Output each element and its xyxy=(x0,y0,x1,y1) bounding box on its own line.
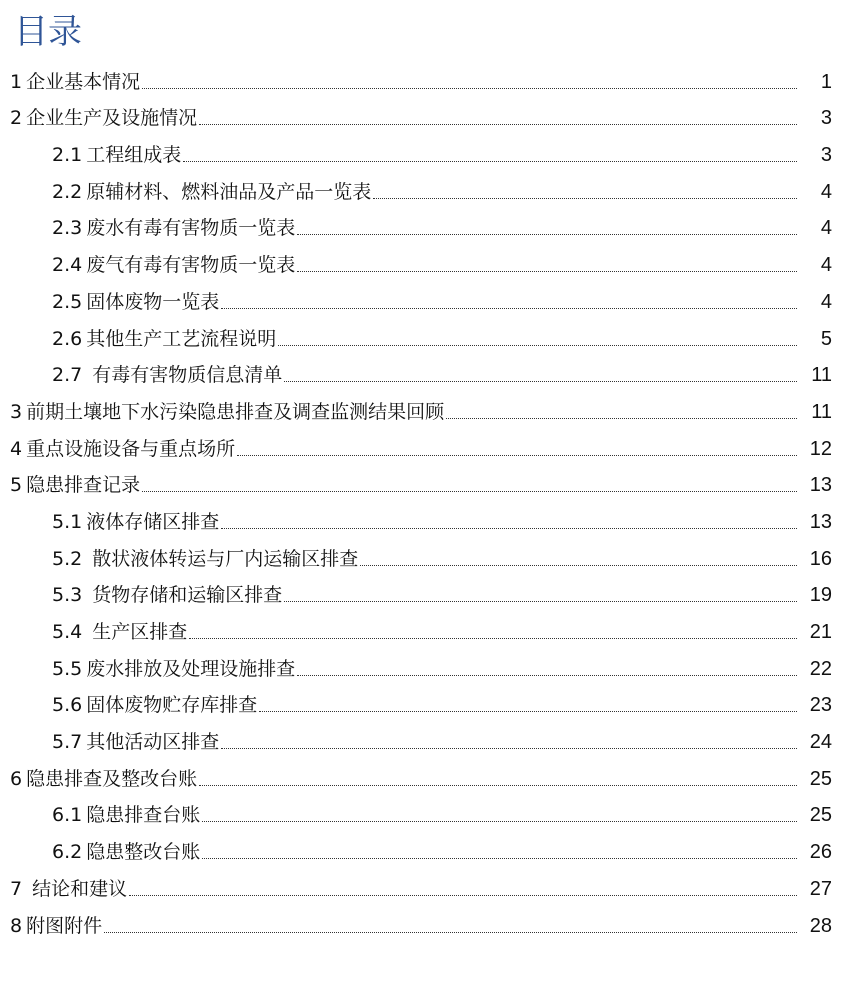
toc-entry-number: 8 xyxy=(10,914,23,937)
dot-leader xyxy=(129,895,797,896)
toc-entry-label xyxy=(52,693,257,717)
toc-entry-label xyxy=(10,767,197,791)
toc-entry-number: 5.4 xyxy=(52,621,83,643)
toc-entry-text: 企业基本情况 xyxy=(26,70,141,93)
toc-entry[interactable] xyxy=(0,429,860,466)
toc-entry-page: 19 xyxy=(809,584,832,607)
toc-entry-page: 5 xyxy=(820,327,832,350)
dot-leader xyxy=(297,675,797,676)
toc-entry-number: 2.1 xyxy=(52,144,83,167)
toc-entry-page: 25 xyxy=(809,767,832,790)
dot-leader xyxy=(189,638,797,639)
toc-entry-label xyxy=(52,253,295,277)
toc-entry-label xyxy=(52,840,200,864)
toc-entry-page: 28 xyxy=(809,914,832,937)
toc-entry-label xyxy=(10,106,197,130)
toc-entry-text: 废气有毒有害物质一览表 xyxy=(86,254,296,277)
dot-leader xyxy=(104,932,797,933)
toc-entry-number: 6 xyxy=(10,767,23,790)
toc-entry-page: 23 xyxy=(809,694,832,717)
dot-leader xyxy=(199,124,797,125)
toc-entry[interactable] xyxy=(0,686,860,723)
toc-entry-label xyxy=(52,216,295,240)
toc-entry-text: 其他活动区排查 xyxy=(86,731,220,754)
toc-entry-page: 4 xyxy=(820,254,832,277)
toc-entry-text: 废水排放及处理设施排查 xyxy=(86,657,296,680)
toc-entry-text: 隐患排查及整改台账 xyxy=(26,767,198,790)
toc-entry-page: 24 xyxy=(809,731,832,754)
toc-entry[interactable] xyxy=(0,906,860,943)
toc-entry[interactable] xyxy=(0,319,860,356)
toc-entry-label xyxy=(52,620,187,644)
toc-entry-label xyxy=(52,657,295,681)
toc-entry[interactable] xyxy=(0,172,860,209)
dot-leader xyxy=(221,528,797,529)
dot-leader xyxy=(360,565,797,566)
toc-entry-text: 废水有毒有害物质一览表 xyxy=(86,217,296,240)
toc-entry[interactable] xyxy=(0,282,860,319)
toc-entry-page: 4 xyxy=(820,180,832,203)
toc-entry-number: 2.7 xyxy=(52,364,83,387)
toc-entry-number: 3 xyxy=(10,400,23,423)
toc-title: 目录 xyxy=(14,12,82,52)
toc-entry-page: 21 xyxy=(809,621,832,643)
toc-entry[interactable] xyxy=(0,209,860,246)
toc-entry[interactable] xyxy=(0,466,860,503)
toc-entry[interactable] xyxy=(0,796,860,833)
dot-leader xyxy=(142,88,797,89)
toc-entry-label xyxy=(10,877,127,901)
toc-entry[interactable] xyxy=(0,612,860,649)
toc-entry-number: 6.1 xyxy=(52,804,83,827)
toc-entry[interactable] xyxy=(0,832,860,869)
toc-entry-label xyxy=(10,914,102,938)
toc-entry-number: 5.7 xyxy=(52,731,83,754)
toc-entry-page: 13 xyxy=(809,510,832,533)
toc-entry-number: 2.6 xyxy=(52,327,83,350)
toc-entry-label xyxy=(52,730,219,754)
toc-entry-text: 隐患整改台账 xyxy=(86,841,201,864)
toc-entry-page: 4 xyxy=(820,217,832,240)
dot-leader xyxy=(284,381,797,382)
dot-leader xyxy=(202,821,797,822)
toc-entry[interactable] xyxy=(0,576,860,613)
toc-entry[interactable] xyxy=(0,869,860,906)
toc-entry-page: 26 xyxy=(809,841,832,864)
toc-entry-label xyxy=(10,437,235,461)
toc-entry-number: 5 xyxy=(10,474,23,497)
toc-entry-text: 重点设施设备与重点场所 xyxy=(26,437,236,460)
toc-entry-number: 1 xyxy=(10,70,23,93)
toc-entry-page: 11 xyxy=(811,400,832,423)
toc-entry-text: 生产区排查 xyxy=(86,621,188,643)
toc-entry-number: 2.4 xyxy=(52,254,83,277)
toc-entry-number: 2 xyxy=(10,107,23,130)
toc-entry[interactable] xyxy=(0,392,860,429)
toc-entry-label xyxy=(52,583,282,607)
toc-entry-text: 固体废物一览表 xyxy=(86,290,220,313)
dot-leader xyxy=(221,748,797,749)
toc-entry-page: 4 xyxy=(820,290,832,313)
toc-list xyxy=(0,62,860,943)
toc-entry-label xyxy=(52,363,282,387)
dot-leader xyxy=(278,345,797,346)
toc-entry-page: 12 xyxy=(809,437,832,460)
dot-leader xyxy=(297,234,797,235)
toc-entry-text: 结论和建议 xyxy=(26,877,128,900)
toc-entry-label xyxy=(52,327,276,351)
toc-entry-label xyxy=(52,803,200,827)
dot-leader xyxy=(221,308,797,309)
toc-entry[interactable] xyxy=(0,245,860,282)
toc-entry-page: 27 xyxy=(809,877,832,900)
toc-entry-text: 工程组成表 xyxy=(86,144,182,167)
toc-entry-label xyxy=(52,510,219,534)
toc-entry-number: 5.1 xyxy=(52,510,83,533)
toc-entry-text: 前期土壤地下水污染隐患排查及调查监测结果回顾 xyxy=(26,400,445,423)
toc-entry-page: 13 xyxy=(809,474,832,497)
toc-entry-text: 货物存储和运输区排查 xyxy=(86,584,283,607)
toc-entry[interactable] xyxy=(0,759,860,796)
toc-entry-number: 2.5 xyxy=(52,290,83,313)
toc-entry[interactable] xyxy=(0,62,860,99)
toc-entry[interactable] xyxy=(0,502,860,539)
toc-entry-page: 1 xyxy=(820,70,832,93)
toc-entry-page: 3 xyxy=(820,107,832,130)
dot-leader xyxy=(284,601,797,602)
toc-entry-text: 隐患排查记录 xyxy=(26,474,141,497)
toc-entry-label xyxy=(10,70,140,94)
toc-entry-text: 散状液体转运与厂内运输区排查 xyxy=(86,547,359,570)
toc-entry-label xyxy=(52,180,371,204)
toc-entry-text: 隐患排查台账 xyxy=(86,804,201,827)
toc-entry-text: 附图附件 xyxy=(26,914,103,937)
toc-entry[interactable] xyxy=(0,135,860,172)
toc-entry-number: 2.3 xyxy=(52,217,83,240)
toc-entry-page: 16 xyxy=(809,547,832,570)
dot-leader xyxy=(183,161,797,162)
toc-entry-page: 25 xyxy=(809,804,832,827)
dot-leader xyxy=(202,858,797,859)
toc-entry-label xyxy=(52,290,219,314)
toc-entry-text: 液体存储区排查 xyxy=(86,510,220,533)
toc-entry-page: 22 xyxy=(809,657,832,680)
toc-entry-number: 6.2 xyxy=(52,841,83,864)
dot-leader xyxy=(373,198,797,199)
dot-leader xyxy=(199,785,797,786)
toc-entry[interactable] xyxy=(0,99,860,136)
toc-entry-text: 有毒有害物质信息清单 xyxy=(86,364,283,387)
toc-entry-page: 3 xyxy=(820,144,832,167)
toc-entry-number: 4 xyxy=(10,437,23,460)
dot-leader xyxy=(237,455,797,456)
toc-entry-label xyxy=(52,547,358,571)
toc-entry-label xyxy=(10,473,140,497)
toc-entry-label xyxy=(52,143,181,167)
dot-leader xyxy=(259,711,797,712)
toc-entry-number: 5.5 xyxy=(52,657,83,680)
toc-entry[interactable] xyxy=(0,539,860,576)
dot-leader xyxy=(446,418,797,419)
toc-entry-text: 固体废物贮存库排查 xyxy=(86,694,258,717)
toc-entry-number: 5.3 xyxy=(52,584,83,607)
toc-entry-number: 2.2 xyxy=(52,180,83,203)
toc-entry-text: 原辅材料、燃料油品及产品一览表 xyxy=(86,180,372,203)
toc-entry-text: 企业生产及设施情况 xyxy=(26,107,198,130)
toc-entry[interactable] xyxy=(0,649,860,686)
dot-leader xyxy=(297,271,797,272)
toc-entry[interactable] xyxy=(0,722,860,759)
toc-entry-number: 5.2 xyxy=(52,547,83,570)
toc-entry[interactable] xyxy=(0,356,860,393)
toc-entry-label xyxy=(10,400,444,424)
toc-entry-number: 7 xyxy=(10,877,23,900)
toc-entry-text: 其他生产工艺流程说明 xyxy=(86,327,277,350)
toc-entry-page: 11 xyxy=(811,364,832,387)
toc-entry-number: 5.6 xyxy=(52,694,83,717)
dot-leader xyxy=(142,491,797,492)
